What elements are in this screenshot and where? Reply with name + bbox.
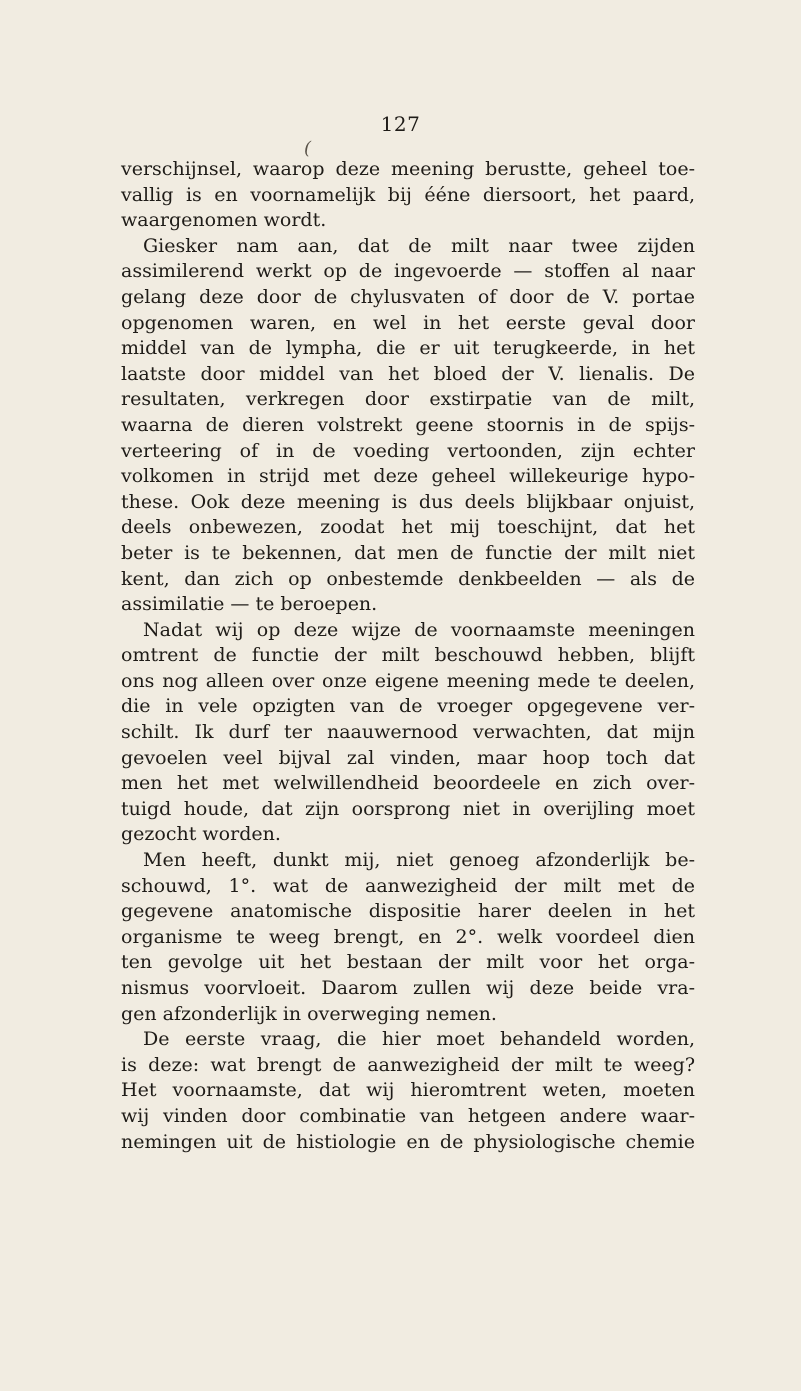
text-line: schouwd, 1°. wat de aanwezigheid der milt met de	[121, 874, 695, 897]
text-line: organisme te weeg brengt, en 2°. welk voordeel dien	[121, 925, 695, 948]
text-line: De eerste vraag, die hier moet behandeld worden,	[143, 1028, 695, 1051]
text-line: Nadat wij op deze wijze de voornaamste meeningen	[143, 618, 695, 641]
text-line: beter is te bekennen, dat men de functie der milt niet	[121, 541, 695, 564]
body-text	[121, 157, 695, 1155]
text-line: verteering of in de voeding vertoonden, zijn echter	[121, 439, 695, 462]
margin-mark: (	[304, 138, 312, 159]
text-line: gelang deze door de chylusvaten of door de V. portae	[121, 285, 695, 308]
text-line: is deze: wat brengt de aanwezigheid der milt te weeg?	[121, 1053, 695, 1076]
text-line: ons nog alleen over onze eigene meening mede te deelen,	[121, 669, 695, 692]
text-line: kent, dan zich op onbestemde denkbeelden — als de	[121, 567, 695, 590]
text-line: gevoelen veel bijval zal vinden, maar hoop toch dat	[121, 746, 695, 769]
text-line: waarna de dieren volstrekt geene stoornis in de spijs-	[121, 413, 695, 436]
text-line: vallig is en voornamelijk bij ééne diersoort, het paard,	[121, 183, 695, 206]
text-line: gezocht worden.	[121, 823, 281, 846]
text-line: nismus voorvloeit. Daarom zullen wij deze beide vra-	[121, 977, 695, 999]
text-line: verschijnsel, waarop deze meening berustte, geheel toe-	[121, 158, 695, 180]
text-line: omtrent de functie der milt beschouwd hebben, blijft	[121, 644, 695, 667]
text-line: deels onbewezen, zoodat het mij toeschijnt, dat het	[121, 516, 695, 539]
text-line: assimilatie — te beroepen.	[121, 593, 378, 616]
text-line: opgenomen waren, en wel in het eerste geval door	[121, 311, 695, 334]
text-line: nemingen uit de histiologie en de physiologische chemie	[121, 1130, 695, 1153]
text-line: gen afzonderlijk in overweging nemen.	[121, 1002, 497, 1025]
text-line: Het voornaamste, dat wij hieromtrent weten, moeten	[121, 1079, 695, 1102]
text-line: men het met welwillendheid beoordeele en zich over-	[121, 772, 695, 795]
text-line: tuigd houde, dat zijn oorsprong niet in overijling moet	[121, 797, 695, 820]
text-line: resultaten, verkregen door exstirpatie van de milt,	[121, 388, 695, 411]
text-line: Men heeft, dunkt mij, niet genoeg afzonderlijk be-	[143, 849, 695, 872]
text-line: schilt. Ik durf ter naauwernood verwachten, dat mijn	[121, 721, 695, 744]
text-line: these. Ook deze meening is dus deels blijkbaar onjuist,	[121, 490, 695, 513]
text-line: gegevene anatomische dispositie harer deelen in het	[121, 900, 695, 923]
text-line: volkomen in strijd met deze geheel willekeurige hypo-	[121, 465, 695, 488]
text-line: middel van de lympha, die er uit terugkeerde, in het	[121, 337, 695, 360]
text-line: die in vele opzigten van de vroeger opgegevene ver-	[121, 695, 695, 718]
page-number: 127	[380, 112, 421, 136]
text-line: waargenomen wordt.	[121, 209, 327, 232]
text-line: wij vinden door combinatie van hetgeen andere waar-	[121, 1104, 695, 1127]
text-line: assimilerend werkt op de ingevoerde — stoffen al naar	[121, 260, 695, 283]
text-line: Giesker nam aan, dat de milt naar twee zijden	[143, 234, 695, 257]
text-line: ten gevolge uit het bestaan der milt voor het orga-	[121, 951, 695, 974]
text-line: laatste door middel van het bloed der V. lienalis. De	[121, 362, 695, 385]
